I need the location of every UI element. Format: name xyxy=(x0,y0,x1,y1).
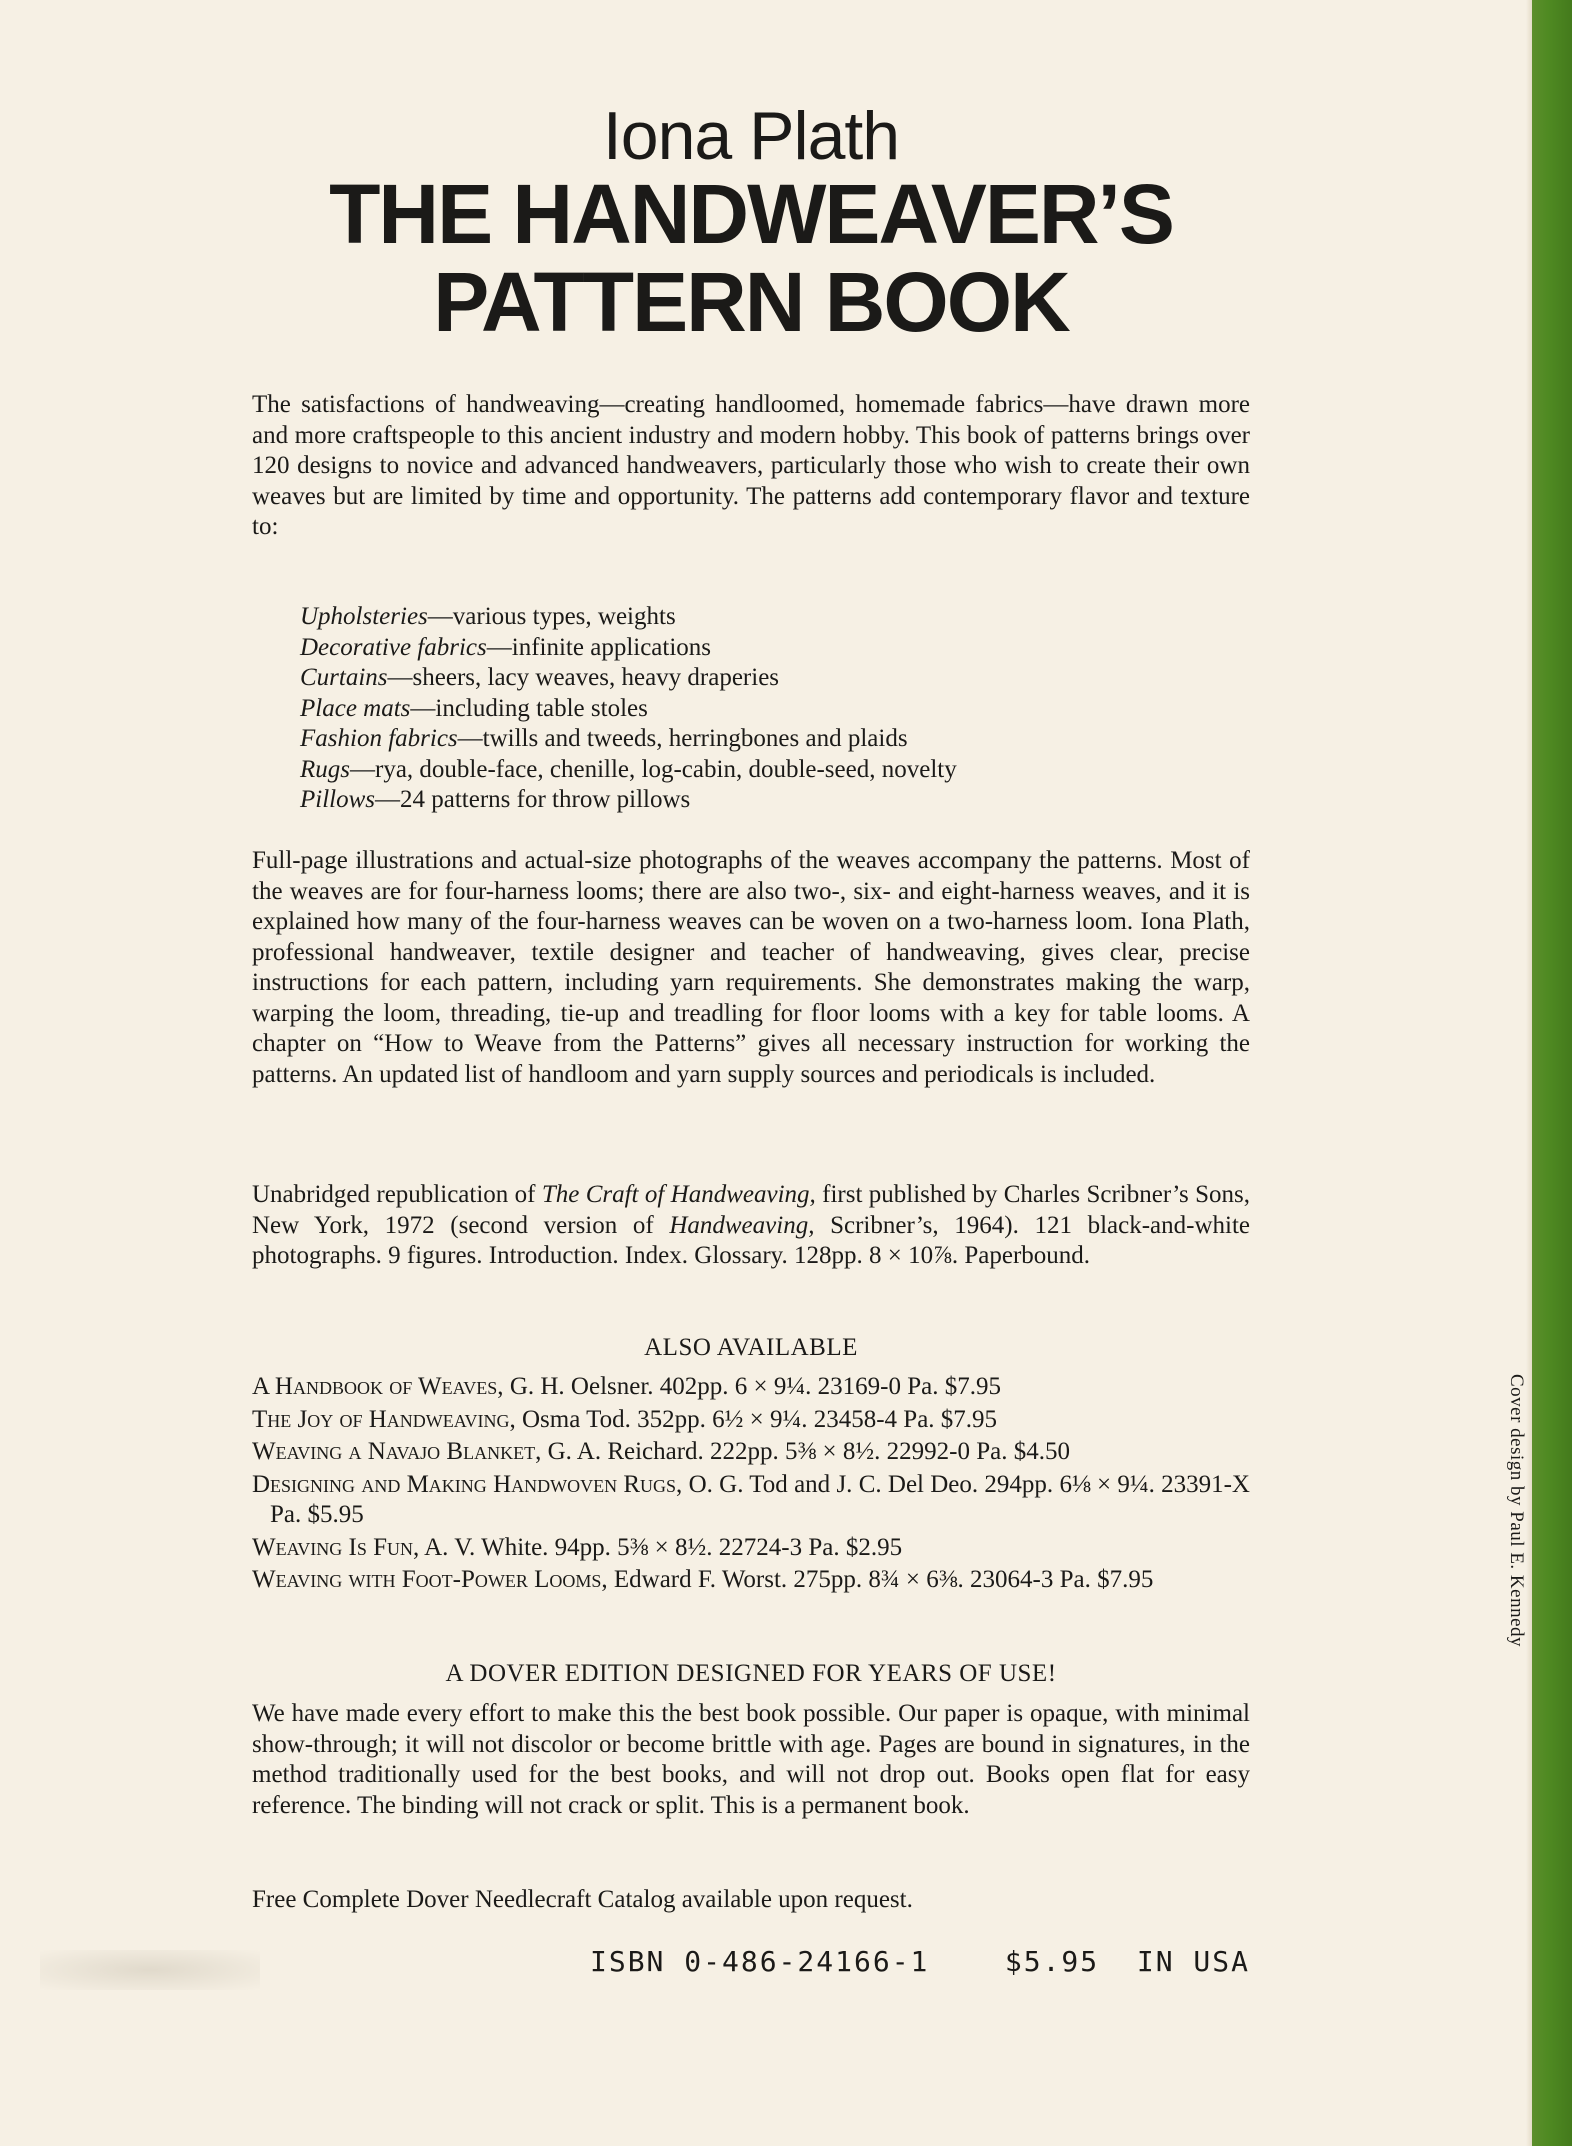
list-item xyxy=(252,1533,1250,1564)
list-item xyxy=(252,1565,1250,1596)
republication-paragraph xyxy=(252,1180,1250,1272)
repub-title: Handweaving, xyxy=(669,1211,815,1239)
title-line-2: PATTERN BOOK xyxy=(433,255,1069,349)
use-desc: —infinite applications xyxy=(486,633,712,661)
dover-edition-heading: A DOVER EDITION DESIGNED FOR YEARS OF USE! xyxy=(445,1660,1057,1687)
use-desc: —various types, weights xyxy=(427,603,676,630)
book-details: Edward F. Worst. 275pp. 8¾ × 6⅜. 23064-3 Pa. $7.95 xyxy=(607,1566,1154,1593)
use-term: Curtains xyxy=(300,664,388,691)
use-term: Place mats xyxy=(300,694,411,722)
book-title-item: The Joy of Handweaving, xyxy=(252,1405,516,1433)
repub-text: first published by Charles Scribner’s Sons, New York, 1972 (second version of xyxy=(252,1181,1250,1239)
list-item xyxy=(252,1437,1250,1468)
use-desc: —24 patterns for throw pillows xyxy=(375,786,691,813)
book-details: A. V. White. 94pp. 5⅜ × 8½. 22724-3 Pa. $2.95 xyxy=(419,1533,903,1561)
use-term: Upholsteries xyxy=(300,603,428,630)
use-term: Pillows xyxy=(300,786,376,813)
book-title xyxy=(252,167,1250,349)
book-title-item: Weaving a Navajo Blanket, xyxy=(252,1438,542,1465)
use-term: Decorative fabrics xyxy=(300,633,487,661)
book-details: O. G. Tod and J. C. Del Deo. 294pp. 6⅛ × 9¼. 23391-X Pa. $5.95 xyxy=(270,1470,1250,1528)
use-desc: —sheers, lacy weaves, heavy draperies xyxy=(387,664,780,691)
title-line-1: THE HANDWEAVER’S xyxy=(329,167,1173,261)
use-term: Fashion fabrics xyxy=(300,725,458,752)
dover-edition-paragraph: We have made every effort to make this the best book possible. Our paper is opaque, with minimal show-through; it will not discolor or become brittle with age. Pages are bound in signatures, in the method traditionally used for the best books, and will not drop out. Books open flat for easy reference. The binding will not crack or split. This is a permanent book. xyxy=(252,1700,1250,1819)
list-item xyxy=(300,755,1250,786)
repub-text: Unabridged republication of xyxy=(252,1181,542,1208)
list-item xyxy=(300,724,1250,755)
use-desc: —twills and tweeds, herringbones and plaids xyxy=(457,725,908,752)
book-details: Osma Tod. 352pp. 6½ × 9¼. 23458-4 Pa. $7.95 xyxy=(515,1405,998,1433)
use-desc: —including table stoles xyxy=(410,694,648,722)
book-details: G. H. Oelsner. 402pp. 6 × 9¼. 23169-0 Pa. $7.95 xyxy=(503,1373,1001,1400)
uses-list xyxy=(300,602,1250,816)
illustrations-paragraph: Full-page illustrations and actual-size photographs of the weaves accompany the patterns. Most of the weaves are for four-harness looms; there are also two-, six- and eight-harness weaves, and it is explained how many of the four-harness weaves can be woven on a two-harness loom. Iona Plath, professional handweaver, textile designer and teacher of handweaving, gives clear, precise instructions for each pattern, including yarn requirements. She demonstrates making the warp, warping the loom, threading, tie-up and treadling for floor looms with a key for table looms. A chapter on “How to Weave from the Patterns” gives all necessary instruction for working the patterns. An updated list of handloom and yarn supply sources and periodicals is included. xyxy=(252,847,1250,1088)
book-details: G. A. Reichard. 222pp. 5⅜ × 8½. 22992-0 Pa. $4.50 xyxy=(541,1438,1070,1465)
list-item xyxy=(300,785,1250,816)
also-available-heading: ALSO AVAILABLE xyxy=(644,1334,858,1361)
list-item xyxy=(252,1405,1250,1436)
catalog-note: Free Complete Dover Needlecraft Catalog available upon request. xyxy=(252,1886,913,1913)
book-title-item: Weaving with Foot-Power Looms, xyxy=(252,1566,608,1593)
repub-text: Scribner’s, 1964). 121 black-and-white photographs. 9 figures. Introduction. Index. Glossary. 128pp. 8 × 10⅞. Paperbound. xyxy=(252,1211,1250,1269)
also-available-list xyxy=(252,1372,1250,1598)
use-term: Rugs xyxy=(300,755,350,783)
book-title-item: A Handbook of Weaves, xyxy=(252,1373,504,1400)
cover-credit: Cover design by Paul E. Kennedy xyxy=(1506,1374,1527,1648)
list-item xyxy=(300,663,1250,694)
book-title-item: Weaving Is Fun, xyxy=(252,1533,420,1561)
list-item xyxy=(252,1372,1250,1403)
list-item xyxy=(300,602,1250,633)
use-desc: —rya, double-face, chenille, log-cabin, double-seed, novelty xyxy=(350,755,957,783)
list-item xyxy=(300,633,1250,664)
intro-paragraph: The satisfactions of handweaving—creating handloomed, homemade fabrics—have drawn more and more craftspeople to this ancient industry and modern hobby. This book of patterns brings over 120 designs to novice and advanced handweavers, particularly those who wish to create their own weaves but are limited by time and opportunity. The patterns add contemporary flavor and texture to: xyxy=(252,391,1250,540)
book-title-item: Designing and Making Handwoven Rugs, xyxy=(252,1470,683,1498)
isbn-price: ISBN 0-486-24166-1 $5.95 IN USA xyxy=(589,1945,1250,1978)
author-name: Iona Plath xyxy=(602,98,900,174)
paper-smudge xyxy=(40,1950,260,1990)
list-item xyxy=(300,694,1250,725)
repub-title: The Craft of Handweaving, xyxy=(541,1181,816,1208)
green-spine xyxy=(1532,0,1572,2146)
list-item xyxy=(252,1470,1250,1531)
